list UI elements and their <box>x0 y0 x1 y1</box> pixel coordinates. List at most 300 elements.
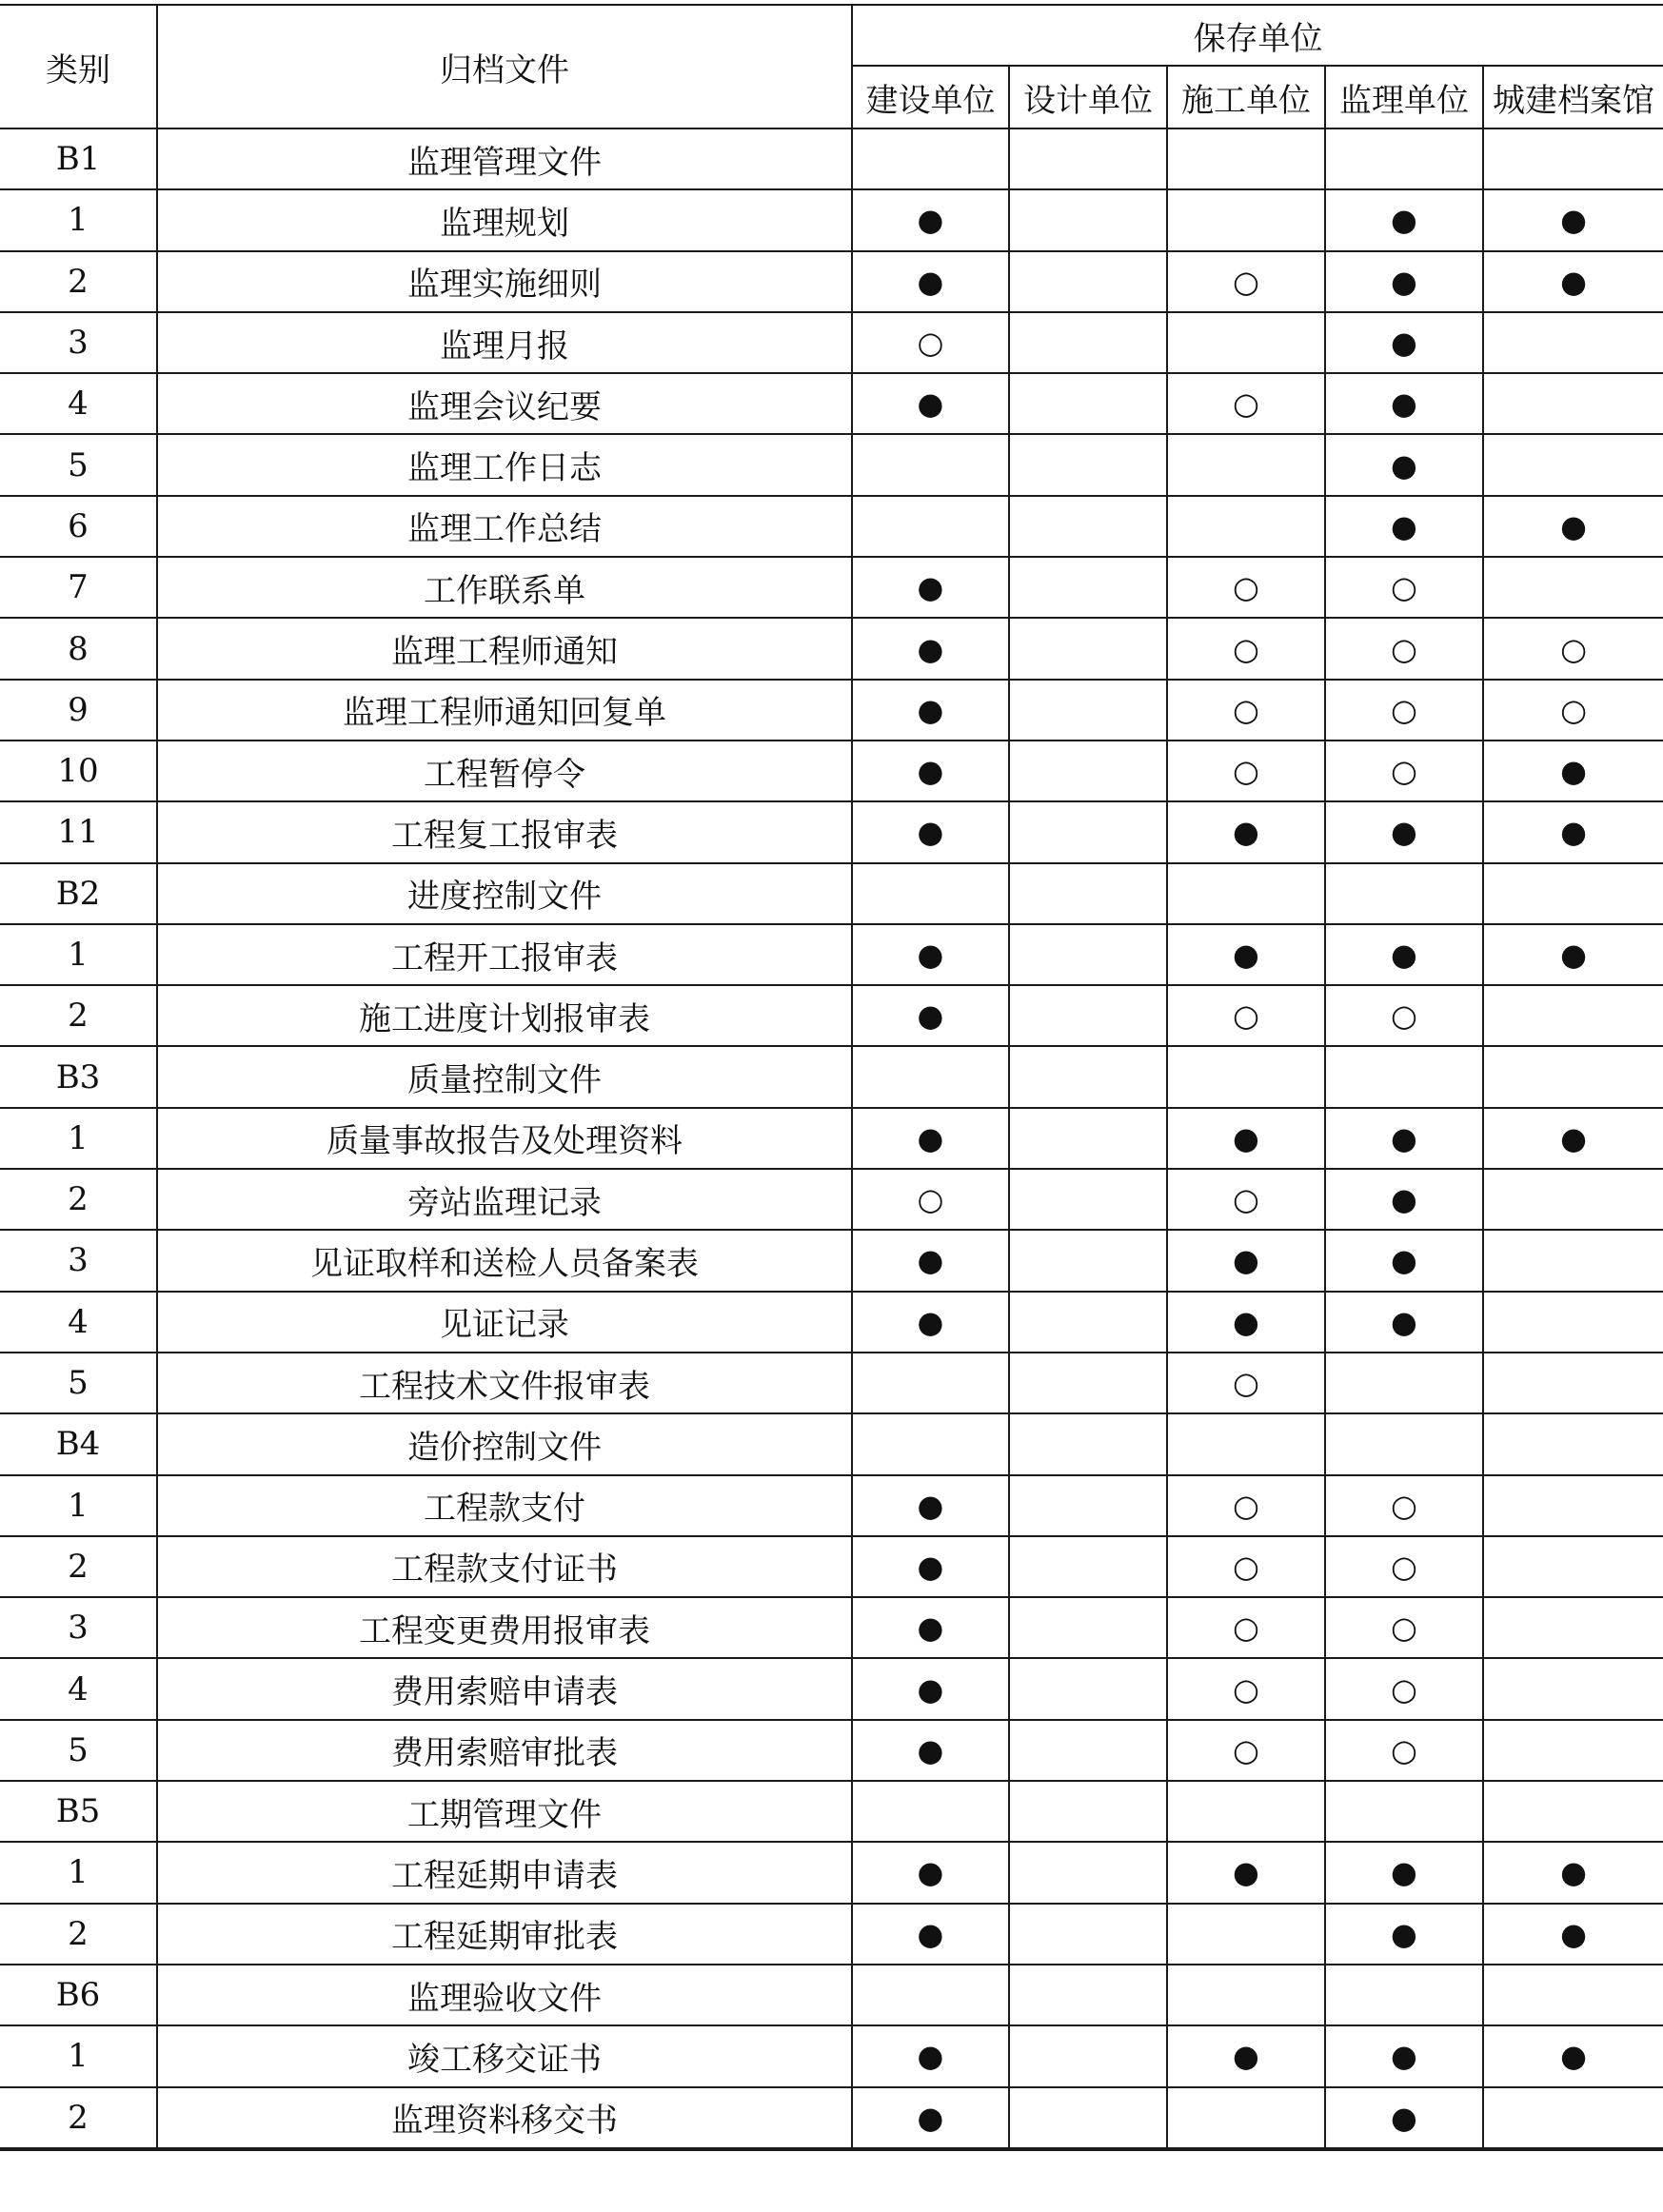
cell-category: B3 <box>0 1046 157 1107</box>
table-row <box>0 434 1663 495</box>
cell-document: 监理验收文件 <box>157 1965 852 2025</box>
filled-circle-icon: ● <box>917 630 944 667</box>
cell-designer <box>1009 434 1167 495</box>
filled-circle-icon: ● <box>1233 2038 1259 2075</box>
hollow-circle-icon: ○ <box>1233 1181 1259 1218</box>
table-header <box>0 5 1663 128</box>
filled-circle-icon: ● <box>1233 1119 1259 1156</box>
cell-category: 8 <box>0 618 157 679</box>
table-row <box>0 2025 1663 2086</box>
cell-category: B2 <box>0 863 157 924</box>
cell-document: 施工进度计划报审表 <box>157 985 852 1046</box>
cell-category: B6 <box>0 1965 157 2025</box>
cell-document: 造价控制文件 <box>157 1413 852 1474</box>
table-row <box>0 680 1663 741</box>
cell-supervisor <box>1325 1230 1483 1291</box>
cell-owner <box>852 1658 1009 1719</box>
header-holder-designer: 设计单位 <box>1009 66 1167 128</box>
cell-owner <box>852 801 1009 862</box>
header-holders-group: 保存单位 <box>852 5 1663 66</box>
cell-category: 1 <box>0 1475 157 1536</box>
cell-archive <box>1483 1353 1663 1413</box>
hollow-circle-icon: ○ <box>1233 691 1259 728</box>
filled-circle-icon: ● <box>1233 1242 1259 1279</box>
hollow-circle-icon: ○ <box>1233 1610 1259 1647</box>
table-row <box>0 741 1663 801</box>
filled-circle-icon: ● <box>917 1548 944 1585</box>
table-row <box>0 1475 1663 1536</box>
cell-supervisor <box>1325 1475 1483 1536</box>
section-row <box>0 863 1663 924</box>
cell-archive <box>1483 2025 1663 2086</box>
cell-supervisor <box>1325 985 1483 1046</box>
cell-document: 监理实施细则 <box>157 251 852 312</box>
cell-designer <box>1009 618 1167 679</box>
cell-category: 1 <box>0 1108 157 1169</box>
cell-archive <box>1483 2087 1663 2149</box>
cell-category: 4 <box>0 1292 157 1353</box>
table-row <box>0 618 1663 679</box>
cell-designer <box>1009 1720 1167 1781</box>
filled-circle-icon: ● <box>1391 937 1417 973</box>
filled-circle-icon: ● <box>917 2038 944 2075</box>
cell-document: 工程复工报审表 <box>157 801 852 862</box>
cell-archive <box>1483 1965 1663 2025</box>
hollow-circle-icon: ○ <box>1391 1487 1417 1524</box>
cell-category: 10 <box>0 741 157 801</box>
cell-category: 3 <box>0 1597 157 1658</box>
hollow-circle-icon: ○ <box>1391 1670 1417 1708</box>
table-row <box>0 1353 1663 1413</box>
cell-category: 2 <box>0 1169 157 1230</box>
cell-supervisor <box>1325 434 1483 495</box>
table-row <box>0 1842 1663 1903</box>
cell-designer <box>1009 373 1167 434</box>
cell-category: B4 <box>0 1413 157 1474</box>
filled-circle-icon: ● <box>1391 1915 1417 1952</box>
cell-category: 1 <box>0 1842 157 1903</box>
cell-supervisor <box>1325 1904 1483 1965</box>
filled-circle-icon: ● <box>917 1610 944 1647</box>
cell-document: 工程延期申请表 <box>157 1842 852 1903</box>
filled-circle-icon: ● <box>1391 1181 1417 1218</box>
cell-document: 监理工作总结 <box>157 496 852 557</box>
cell-designer <box>1009 1230 1167 1291</box>
cell-owner <box>852 1904 1009 1965</box>
cell-document: 监理工程师通知回复单 <box>157 680 852 741</box>
cell-category: 9 <box>0 680 157 741</box>
cell-category: 2 <box>0 2087 157 2149</box>
cell-owner <box>852 2087 1009 2149</box>
filled-circle-icon: ● <box>1391 2099 1417 2136</box>
cell-contractor <box>1167 312 1325 373</box>
hollow-circle-icon: ○ <box>1391 691 1417 728</box>
header-holder-contractor: 施工单位 <box>1167 66 1325 128</box>
table-row <box>0 1658 1663 1719</box>
cell-contractor <box>1167 801 1325 862</box>
cell-category: 7 <box>0 557 157 618</box>
cell-document: 监理工程师通知 <box>157 618 852 679</box>
filled-circle-icon: ● <box>917 2099 944 2136</box>
cell-supervisor <box>1325 557 1483 618</box>
cell-supervisor <box>1325 1842 1483 1903</box>
cell-contractor <box>1167 189 1325 250</box>
filled-circle-icon: ● <box>1391 263 1417 300</box>
cell-archive <box>1483 128 1663 189</box>
hollow-circle-icon: ○ <box>1233 997 1259 1035</box>
cell-owner <box>852 618 1009 679</box>
cell-archive <box>1483 680 1663 741</box>
cell-document: 进度控制文件 <box>157 863 852 924</box>
cell-document: 工程款支付 <box>157 1475 852 1536</box>
header-document: 归档文件 <box>157 5 852 128</box>
cell-contractor <box>1167 1536 1325 1597</box>
cell-archive <box>1483 741 1663 801</box>
cell-owner <box>852 1230 1009 1291</box>
cell-supervisor <box>1325 1292 1483 1353</box>
cell-supervisor <box>1325 924 1483 985</box>
filled-circle-icon: ● <box>1391 507 1417 544</box>
cell-contractor <box>1167 1658 1325 1719</box>
cell-document: 工期管理文件 <box>157 1781 852 1842</box>
filled-circle-icon: ● <box>1391 385 1417 423</box>
hollow-circle-icon: ○ <box>1560 630 1587 667</box>
cell-designer <box>1009 863 1167 924</box>
filled-circle-icon: ● <box>1233 937 1259 973</box>
cell-contractor <box>1167 618 1325 679</box>
cell-supervisor <box>1325 2087 1483 2149</box>
filled-circle-icon: ● <box>1233 1854 1259 1891</box>
cell-category: 1 <box>0 189 157 250</box>
cell-document: 监理会议纪要 <box>157 373 852 434</box>
cell-designer <box>1009 1046 1167 1107</box>
cell-document: 质量事故报告及处理资料 <box>157 1108 852 1169</box>
cell-owner <box>852 2025 1009 2086</box>
cell-archive <box>1483 434 1663 495</box>
cell-designer <box>1009 1842 1167 1903</box>
cell-owner <box>852 924 1009 985</box>
cell-document: 工程延期审批表 <box>157 1904 852 1965</box>
cell-supervisor <box>1325 373 1483 434</box>
cell-document: 监理规划 <box>157 189 852 250</box>
hollow-circle-icon: ○ <box>1233 263 1259 300</box>
cell-designer <box>1009 2025 1167 2086</box>
cell-contractor <box>1167 1904 1325 1965</box>
cell-contractor <box>1167 1353 1325 1413</box>
cell-archive <box>1483 189 1663 250</box>
cell-designer <box>1009 985 1167 1046</box>
cell-owner <box>852 128 1009 189</box>
cell-contractor <box>1167 1720 1325 1781</box>
cell-designer <box>1009 924 1167 985</box>
cell-document: 见证记录 <box>157 1292 852 1353</box>
cell-supervisor <box>1325 1965 1483 2025</box>
cell-supervisor <box>1325 251 1483 312</box>
cell-archive <box>1483 496 1663 557</box>
cell-archive <box>1483 251 1663 312</box>
cell-contractor <box>1167 680 1325 741</box>
filled-circle-icon: ● <box>1391 2038 1417 2075</box>
table-row <box>0 1597 1663 1658</box>
cell-owner <box>852 1046 1009 1107</box>
filled-circle-icon: ● <box>917 202 944 239</box>
section-row <box>0 1965 1663 2025</box>
filled-circle-icon: ● <box>917 1854 944 1891</box>
cell-supervisor <box>1325 189 1483 250</box>
table-row <box>0 1108 1663 1169</box>
cell-designer <box>1009 1904 1167 1965</box>
filled-circle-icon: ● <box>917 1487 944 1524</box>
cell-document: 工作联系单 <box>157 557 852 618</box>
cell-supervisor <box>1325 1597 1483 1658</box>
cell-supervisor <box>1325 618 1483 679</box>
hollow-circle-icon: ○ <box>1233 1670 1259 1708</box>
cell-contractor <box>1167 1292 1325 1353</box>
cell-designer <box>1009 2087 1167 2149</box>
cell-designer <box>1009 128 1167 189</box>
header-holder-archive: 城建档案馆 <box>1483 66 1663 128</box>
cell-owner <box>852 1169 1009 1230</box>
table-row <box>0 1230 1663 1291</box>
filled-circle-icon: ● <box>1560 753 1587 790</box>
table-body <box>0 128 1663 2149</box>
hollow-circle-icon: ○ <box>1233 1365 1259 1402</box>
cell-owner <box>852 680 1009 741</box>
cell-document: 工程开工报审表 <box>157 924 852 985</box>
cell-contractor <box>1167 1108 1325 1169</box>
cell-category: 4 <box>0 1658 157 1719</box>
cell-category: 2 <box>0 1536 157 1597</box>
cell-owner <box>852 1108 1009 1169</box>
hollow-circle-icon: ○ <box>1391 569 1417 606</box>
cell-document: 费用索赔申请表 <box>157 1658 852 1719</box>
table-row <box>0 373 1663 434</box>
cell-supervisor <box>1325 801 1483 862</box>
cell-owner <box>852 373 1009 434</box>
cell-document: 监理工作日志 <box>157 434 852 495</box>
cell-contractor <box>1167 924 1325 985</box>
filled-circle-icon: ● <box>1391 1303 1417 1340</box>
filled-circle-icon: ● <box>1560 263 1587 300</box>
header-row-1 <box>0 5 1663 66</box>
cell-document: 竣工移交证书 <box>157 2025 852 2086</box>
filled-circle-icon: ● <box>917 997 944 1035</box>
cell-archive <box>1483 1292 1663 1353</box>
filled-circle-icon: ● <box>917 1915 944 1952</box>
filled-circle-icon: ● <box>1233 814 1259 851</box>
cell-category: 3 <box>0 312 157 373</box>
cell-supervisor <box>1325 1536 1483 1597</box>
cell-archive <box>1483 1230 1663 1291</box>
cell-contractor <box>1167 863 1325 924</box>
table-row <box>0 2087 1663 2149</box>
filled-circle-icon: ● <box>1391 446 1417 484</box>
filled-circle-icon: ● <box>1391 1242 1417 1279</box>
table-row <box>0 312 1663 373</box>
cell-document: 旁站监理记录 <box>157 1169 852 1230</box>
section-row <box>0 1046 1663 1107</box>
archive-retention-table <box>0 4 1663 2151</box>
cell-archive <box>1483 1842 1663 1903</box>
cell-owner <box>852 251 1009 312</box>
filled-circle-icon: ● <box>1560 1119 1587 1156</box>
cell-contractor <box>1167 1230 1325 1291</box>
cell-archive <box>1483 557 1663 618</box>
header-category: 类别 <box>0 5 157 128</box>
cell-archive <box>1483 1108 1663 1169</box>
filled-circle-icon: ● <box>917 1242 944 1279</box>
header-holder-owner: 建设单位 <box>852 66 1009 128</box>
cell-category: B1 <box>0 128 157 189</box>
cell-supervisor <box>1325 1169 1483 1230</box>
cell-document: 工程款支付证书 <box>157 1536 852 1597</box>
filled-circle-icon: ● <box>917 937 944 973</box>
cell-owner <box>852 1597 1009 1658</box>
hollow-circle-icon: ○ <box>1391 1610 1417 1647</box>
cell-document: 费用索赔审批表 <box>157 1720 852 1781</box>
filled-circle-icon: ● <box>1560 1854 1587 1891</box>
filled-circle-icon: ● <box>1560 2038 1587 2075</box>
cell-contractor <box>1167 1965 1325 2025</box>
filled-circle-icon: ● <box>1391 814 1417 851</box>
hollow-circle-icon: ○ <box>1391 753 1417 790</box>
cell-archive <box>1483 1904 1663 1965</box>
filled-circle-icon: ● <box>1391 1119 1417 1156</box>
cell-category: 3 <box>0 1230 157 1291</box>
table-row <box>0 1169 1663 1230</box>
section-row <box>0 128 1663 189</box>
cell-category: B5 <box>0 1781 157 1842</box>
cell-owner <box>852 1781 1009 1842</box>
filled-circle-icon: ● <box>917 753 944 790</box>
cell-category: 1 <box>0 924 157 985</box>
hollow-circle-icon: ○ <box>1233 1487 1259 1524</box>
filled-circle-icon: ● <box>917 1303 944 1340</box>
cell-designer <box>1009 496 1167 557</box>
cell-supervisor <box>1325 741 1483 801</box>
cell-document: 工程技术文件报审表 <box>157 1353 852 1413</box>
cell-designer <box>1009 801 1167 862</box>
section-row <box>0 1413 1663 1474</box>
table-row <box>0 801 1663 862</box>
cell-contractor <box>1167 2025 1325 2086</box>
cell-supervisor <box>1325 1658 1483 1719</box>
cell-designer <box>1009 1169 1167 1230</box>
cell-archive <box>1483 863 1663 924</box>
cell-contractor <box>1167 128 1325 189</box>
cell-owner <box>852 1292 1009 1353</box>
cell-archive <box>1483 1413 1663 1474</box>
cell-contractor <box>1167 741 1325 801</box>
cell-supervisor <box>1325 680 1483 741</box>
cell-contractor <box>1167 1413 1325 1474</box>
cell-supervisor <box>1325 312 1483 373</box>
cell-contractor <box>1167 251 1325 312</box>
hollow-circle-icon: ○ <box>1391 630 1417 667</box>
table-row <box>0 985 1663 1046</box>
cell-archive <box>1483 1536 1663 1597</box>
cell-contractor <box>1167 1842 1325 1903</box>
cell-designer <box>1009 1413 1167 1474</box>
cell-archive <box>1483 618 1663 679</box>
cell-category: 1 <box>0 2025 157 2086</box>
cell-document: 监理月报 <box>157 312 852 373</box>
filled-circle-icon: ● <box>1560 202 1587 239</box>
cell-contractor <box>1167 434 1325 495</box>
cell-owner <box>852 496 1009 557</box>
cell-contractor <box>1167 496 1325 557</box>
table-row <box>0 924 1663 985</box>
cell-category: 2 <box>0 1904 157 1965</box>
cell-supervisor <box>1325 863 1483 924</box>
cell-archive <box>1483 1720 1663 1781</box>
cell-designer <box>1009 1781 1167 1842</box>
hollow-circle-icon: ○ <box>1233 630 1259 667</box>
cell-archive <box>1483 1475 1663 1536</box>
cell-supervisor <box>1325 1720 1483 1781</box>
cell-owner <box>852 741 1009 801</box>
hollow-circle-icon: ○ <box>1233 1548 1259 1585</box>
cell-category: 2 <box>0 985 157 1046</box>
filled-circle-icon: ● <box>1560 1915 1587 1952</box>
cell-category: 6 <box>0 496 157 557</box>
cell-contractor <box>1167 1475 1325 1536</box>
cell-category: 4 <box>0 373 157 434</box>
cell-designer <box>1009 1536 1167 1597</box>
cell-owner <box>852 1353 1009 1413</box>
cell-supervisor <box>1325 1108 1483 1169</box>
hollow-circle-icon: ○ <box>1233 1731 1259 1768</box>
table-row <box>0 1292 1663 1353</box>
cell-supervisor <box>1325 1413 1483 1474</box>
cell-archive <box>1483 1597 1663 1658</box>
cell-owner <box>852 1413 1009 1474</box>
cell-designer <box>1009 1965 1167 2025</box>
cell-supervisor <box>1325 1781 1483 1842</box>
cell-category: 5 <box>0 434 157 495</box>
cell-owner <box>852 1842 1009 1903</box>
hollow-circle-icon: ○ <box>1391 997 1417 1035</box>
cell-contractor <box>1167 1169 1325 1230</box>
cell-archive <box>1483 373 1663 434</box>
filled-circle-icon: ● <box>1391 1854 1417 1891</box>
cell-document: 质量控制文件 <box>157 1046 852 1107</box>
cell-archive <box>1483 1781 1663 1842</box>
cell-designer <box>1009 1108 1167 1169</box>
filled-circle-icon: ● <box>1391 202 1417 239</box>
table-row <box>0 1536 1663 1597</box>
cell-archive <box>1483 312 1663 373</box>
cell-supervisor <box>1325 2025 1483 2086</box>
cell-document: 监理管理文件 <box>157 128 852 189</box>
cell-owner <box>852 1536 1009 1597</box>
cell-contractor <box>1167 985 1325 1046</box>
cell-archive <box>1483 985 1663 1046</box>
filled-circle-icon: ● <box>1560 814 1587 851</box>
cell-contractor <box>1167 2087 1325 2149</box>
cell-document: 见证取样和送检人员备案表 <box>157 1230 852 1291</box>
cell-owner <box>852 863 1009 924</box>
cell-owner <box>852 1965 1009 2025</box>
hollow-circle-icon: ○ <box>1233 753 1259 790</box>
filled-circle-icon: ● <box>917 1731 944 1768</box>
cell-designer <box>1009 1292 1167 1353</box>
filled-circle-icon: ● <box>917 691 944 728</box>
cell-archive <box>1483 1169 1663 1230</box>
cell-supervisor <box>1325 1353 1483 1413</box>
table-row <box>0 1720 1663 1781</box>
filled-circle-icon: ● <box>917 1670 944 1708</box>
